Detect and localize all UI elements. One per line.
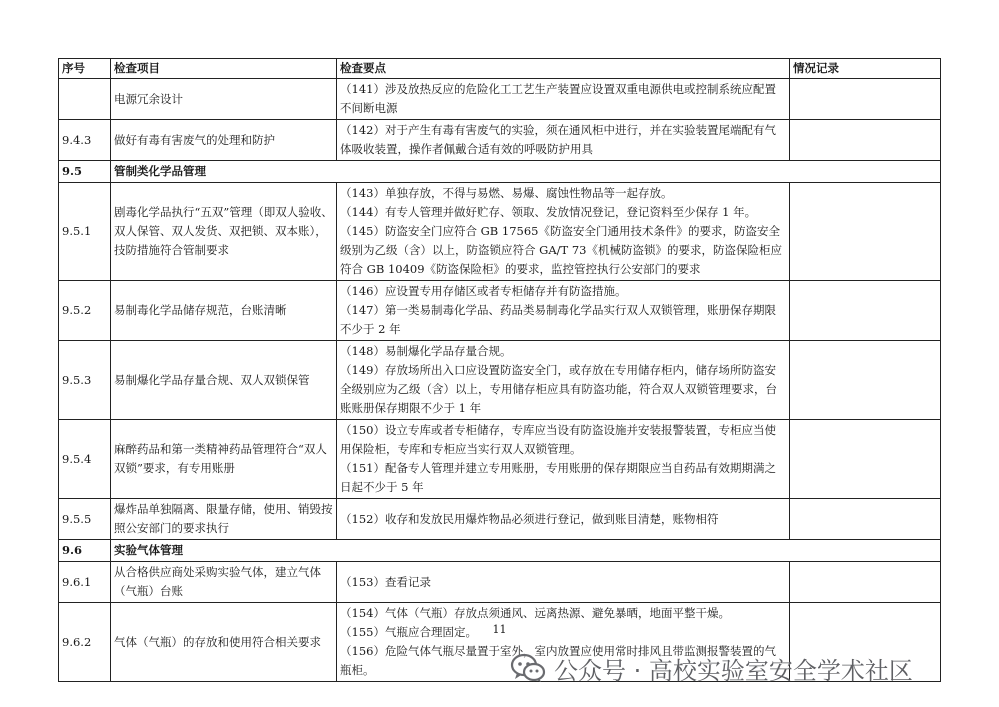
check-item: 电源冗余设计	[111, 79, 337, 120]
check-point-text: （147）第一类易制毒化学品、药品类易制毒化学品实行双人双锁管理，账册保存期限不少于 2 年	[340, 303, 776, 336]
check-points	[337, 562, 790, 603]
check-point-text: （150）设立专库或者专柜储存，专库应当设有防盗设施并安装报警装置，专柜应当使用保险柜，专库和专柜应当实行双人双锁管理。	[340, 423, 776, 456]
check-points	[337, 281, 790, 341]
page-number: 11	[492, 623, 507, 636]
check-item: 麻醉药品和第一类精神药品管理符合“双人双锁”要求，有专用账册	[111, 420, 337, 499]
section-row	[59, 540, 941, 562]
watermark-text: 公众号 · 高校实验室安全学术社区	[554, 656, 913, 685]
table-row	[59, 499, 941, 540]
record-cell[interactable]	[790, 120, 941, 161]
check-point-text: （156）危险气体气瓶尽量置于室外，室内放置应使用常时排风且带监测报警装置的气瓶柜。	[340, 644, 776, 677]
record-cell[interactable]	[790, 499, 941, 540]
check-point-text: （148）易制爆化学品存量合规。	[340, 344, 512, 358]
table-body	[59, 79, 941, 682]
inspection-table	[58, 58, 941, 682]
check-points	[337, 120, 790, 161]
table-row	[59, 79, 941, 120]
section-title: 实验气体管理	[111, 540, 941, 562]
check-item: 易制爆化学品存量合规、双人双锁保管	[111, 341, 337, 420]
item-number	[59, 79, 111, 120]
header-item: 检查项目	[111, 59, 337, 79]
table-row	[59, 420, 941, 499]
record-cell[interactable]	[790, 183, 941, 281]
item-number: 9.5.1	[59, 183, 111, 281]
table-header-row	[59, 59, 941, 79]
check-points	[337, 420, 790, 499]
record-cell[interactable]	[790, 420, 941, 499]
header-points: 检查要点	[337, 59, 790, 79]
check-item: 做好有毒有害废气的处理和防护	[111, 120, 337, 161]
table-row	[59, 183, 941, 281]
section-row	[59, 161, 941, 183]
check-points	[337, 499, 790, 540]
header-serial: 序号	[59, 59, 111, 79]
record-cell[interactable]	[790, 281, 941, 341]
check-points	[337, 183, 790, 281]
item-number: 9.5.4	[59, 420, 111, 499]
table-row	[59, 562, 941, 603]
check-points	[337, 79, 790, 120]
item-number: 9.5.3	[59, 341, 111, 420]
section-title: 管制类化学品管理	[111, 161, 941, 183]
check-point-text: （149）存放场所出入口应设置防盗安全门，或存放在专用储存柜内，储存场所防盗安全级别应为乙级（含）以上，专用储存柜应具有防盗功能，符合双人双锁管理要求，台账账册保存期限不少于 1 年	[340, 363, 777, 415]
check-point-text: （143）单独存放，不得与易燃、易爆、腐蚀性物品等一起存放。	[340, 186, 673, 200]
check-point-text: （145）防盗安全门应符合 GB 17565《防盗安全门通用技术条件》的要求，防盗安全级别为乙级（含）以上，防盗锁应符合 GA/T 73《机械防盗锁》的要求，防盗保险柜应符合 GB 10409《防盗保险柜》的要求，监控管控执行公安部门的要求	[340, 224, 782, 276]
check-point-text: （142）对于产生有毒有害废气的实验，须在通风柜中进行，并在实验装置尾端配有气体吸收装置，操作者佩戴合适有效的呼吸防护用具	[340, 123, 776, 156]
item-number: 9.4.3	[59, 120, 111, 161]
record-cell[interactable]	[790, 79, 941, 120]
header-record: 情况记录	[790, 59, 941, 79]
section-number: 9.6	[59, 540, 111, 562]
check-item: 气体（气瓶）的存放和使用符合相关要求	[111, 603, 337, 682]
item-number: 9.5.5	[59, 499, 111, 540]
table-row	[59, 281, 941, 341]
record-cell[interactable]	[790, 341, 941, 420]
section-number: 9.5	[59, 161, 111, 183]
check-item: 从合格供应商处采购实验气体，建立气体（气瓶）台账	[111, 562, 337, 603]
check-point-text: （151）配备专人管理并建立专用账册，专用账册的保存期限应当自药品有效期期满之日起不少于 5 年	[340, 461, 776, 494]
check-item: 剧毒化学品执行“五双”管理（即双人验收、双人保管、双人发货、双把锁、双本账），技防措施符合管制要求	[111, 183, 337, 281]
watermark	[510, 650, 913, 686]
table-row	[59, 341, 941, 420]
check-point-text: （141）涉及放热反应的危险化工工艺生产装置应设置双重电源供电或控制系统应配置不间断电源	[340, 82, 776, 115]
check-point-text: （153）查看记录	[340, 574, 431, 589]
check-point-text: （155）气瓶应合理固定。	[340, 625, 477, 639]
record-cell[interactable]	[790, 562, 941, 603]
check-point-text: （144）有专人管理并做好贮存、领取、发放情况登记，登记资料至少保存 1 年。	[340, 205, 757, 219]
check-item: 易制毒化学品储存规范，台账清晰	[111, 281, 337, 341]
item-number: 9.6.1	[59, 562, 111, 603]
check-point-text: （146）应设置专用存储区或者专柜储存并有防盗措施。	[340, 284, 627, 298]
item-number: 9.5.2	[59, 281, 111, 341]
table-row	[59, 120, 941, 161]
item-number: 9.6.2	[59, 603, 111, 682]
check-item: 爆炸品单独隔离、限量存储，使用、销毁按照公安部门的要求执行	[111, 499, 337, 540]
check-points	[337, 341, 790, 420]
check-point-text: （154）气体（气瓶）存放点须通风、远离热源、避免暴晒，地面平整干燥。	[340, 606, 730, 620]
wechat-icon	[510, 653, 546, 683]
check-point-text: （152）收存和发放民用爆炸物品必须进行登记，做到账目清楚，账物相符	[340, 511, 719, 526]
